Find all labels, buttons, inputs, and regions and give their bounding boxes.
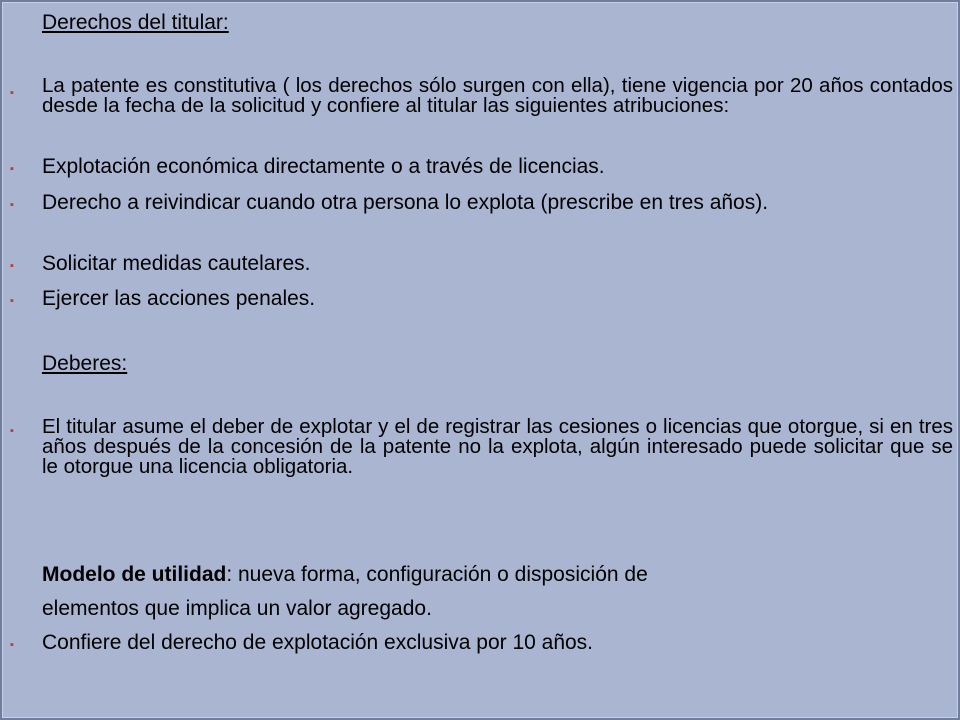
utility-model-definition-line1: : nueva forma, configuración o disposición de bbox=[226, 563, 648, 586]
small-square-bullet-icon: ▪ bbox=[10, 163, 14, 175]
intro-paragraph bbox=[10, 74, 953, 117]
utility-right-text: Confiere del derecho de explotación exclusiva por 10 años. bbox=[42, 631, 594, 654]
utility-model-term: Modelo de utilidad bbox=[42, 563, 227, 586]
small-square-bullet-icon: ▪ bbox=[10, 425, 14, 437]
rights-item-4 bbox=[10, 286, 953, 312]
duties-heading: Deberes: bbox=[42, 352, 128, 375]
rights-item-text: Explotación económica directamente o a través de licencias. bbox=[42, 155, 605, 178]
small-square-bullet-icon: ▪ bbox=[10, 639, 14, 651]
rights-item-text: Solicitar medidas cautelares. bbox=[42, 252, 311, 275]
small-square-bullet-icon: ▪ bbox=[10, 87, 14, 99]
utility-model-definition bbox=[42, 562, 953, 588]
utility-model-definition-line2: elementos que implica un valor agregado. bbox=[42, 597, 432, 620]
small-square-bullet-icon: ▪ bbox=[10, 260, 14, 272]
rights-item-text: Derecho a reivindicar cuando otra persona lo explota (prescribe en tres años). bbox=[42, 191, 769, 214]
rights-heading: Derechos del titular: bbox=[42, 11, 229, 34]
rights-item-2 bbox=[10, 190, 953, 216]
rights-item-text: Ejercer las acciones penales. bbox=[42, 287, 316, 310]
intro-text: La patente es constitutiva ( los derechos sólo surgen con ella), tiene vigencia por 20 años contados desde la fecha de la solicitud y confiere al titular las siguientes atribuciones: bbox=[42, 74, 953, 117]
duties-paragraph bbox=[10, 415, 953, 478]
duties-text: El titular asume el deber de explotar y el de registrar las cesiones o licencias que otorgue, si en tres años después de la concesión de la patente no la explota, algún interesado puede solicitar que se le otorgue una licencia obligatoria. bbox=[42, 415, 953, 478]
rights-item-1 bbox=[10, 154, 953, 180]
small-square-bullet-icon: ▪ bbox=[10, 295, 14, 307]
small-square-bullet-icon: ▪ bbox=[10, 199, 14, 211]
rights-item-3 bbox=[10, 251, 953, 277]
utility-right-item bbox=[10, 630, 953, 656]
